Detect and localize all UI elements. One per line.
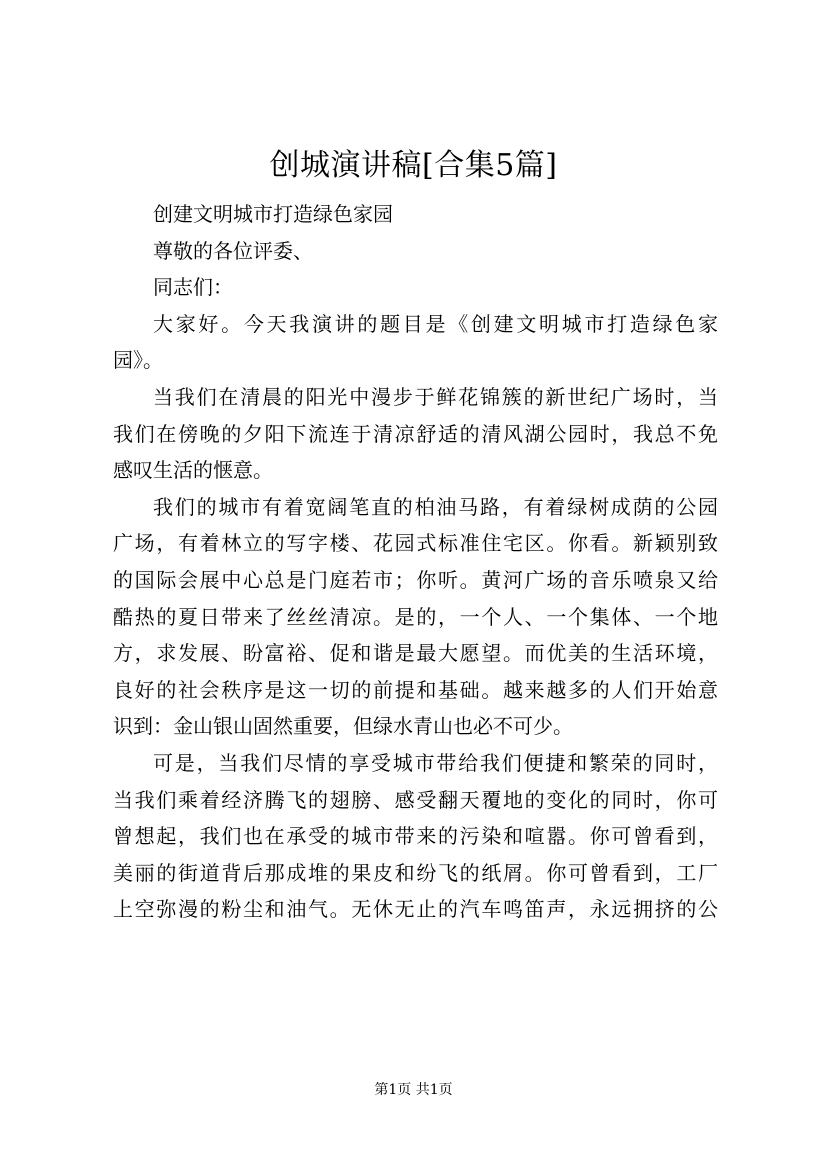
text-line: 感叹生活的惬意。 (113, 458, 273, 483)
document-title: 创城演讲稿[合集5篇] (269, 148, 558, 183)
text-line: 我们的城市有着宽阔笔直的柏油马路，有着绿树成荫的公园 (153, 494, 718, 519)
text-line: 酷热的夏日带来了丝丝清凉。是的，一个人、一个集体、一个地 (113, 604, 718, 629)
text-line: 良好的社会秩序是这一切的前提和基础。越来越多的人们开始意 (113, 677, 718, 702)
text-line: 美丽的街道背后那成堆的果皮和纷飞的纸屑。你可曾看到，工厂 (113, 860, 718, 885)
text-line: 我们在傍晚的夕阳下流连于清凉舒适的清风湖公园时，我总不免 (113, 421, 718, 446)
text-line: 曾想起，我们也在承受的城市带来的污染和喧嚣。你可曾看到， (113, 824, 718, 849)
text-line: 创建文明城市打造绿色家园 (153, 202, 393, 226)
text-line: 当我们乘着经济腾飞的翅膀、感受翻天覆地的变化的同时，你可 (113, 787, 718, 812)
text-line: 园》。 (113, 348, 163, 373)
text-line: 可是，当我们尽情的享受城市带给我们便捷和繁荣的同时， (153, 750, 718, 775)
text-line: 广场，有着林立的写字楼、花园式标准住宅区。你看。新颖别致 (113, 531, 718, 556)
text-line: 的国际会展中心总是门庭若市；你听。黄河广场的音乐喷泉又给 (113, 567, 718, 592)
text-line: 尊敬的各位评委、 (153, 238, 313, 263)
document-body (113, 196, 718, 928)
text-line: 大家好。今天我演讲的题目是《创建文明城市打造绿色家 (153, 311, 718, 336)
text-line: 识到：金山银山固然重要，但绿水青山也必不可少。 (113, 714, 573, 739)
text-line: 当我们在清晨的阳光中漫步于鲜花锦簇的新世纪广场时，当 (153, 384, 718, 409)
text-line: 上空弥漫的粉尘和油气。无休无止的汽车鸣笛声，永远拥挤的公 (113, 897, 718, 922)
text-line: 方，求发展、盼富裕、促和谐是最大愿望。而优美的生活环境， (113, 641, 718, 666)
text-line: 同志们： (153, 275, 233, 300)
page-footer: 第1页 共1页 (374, 1082, 453, 1098)
